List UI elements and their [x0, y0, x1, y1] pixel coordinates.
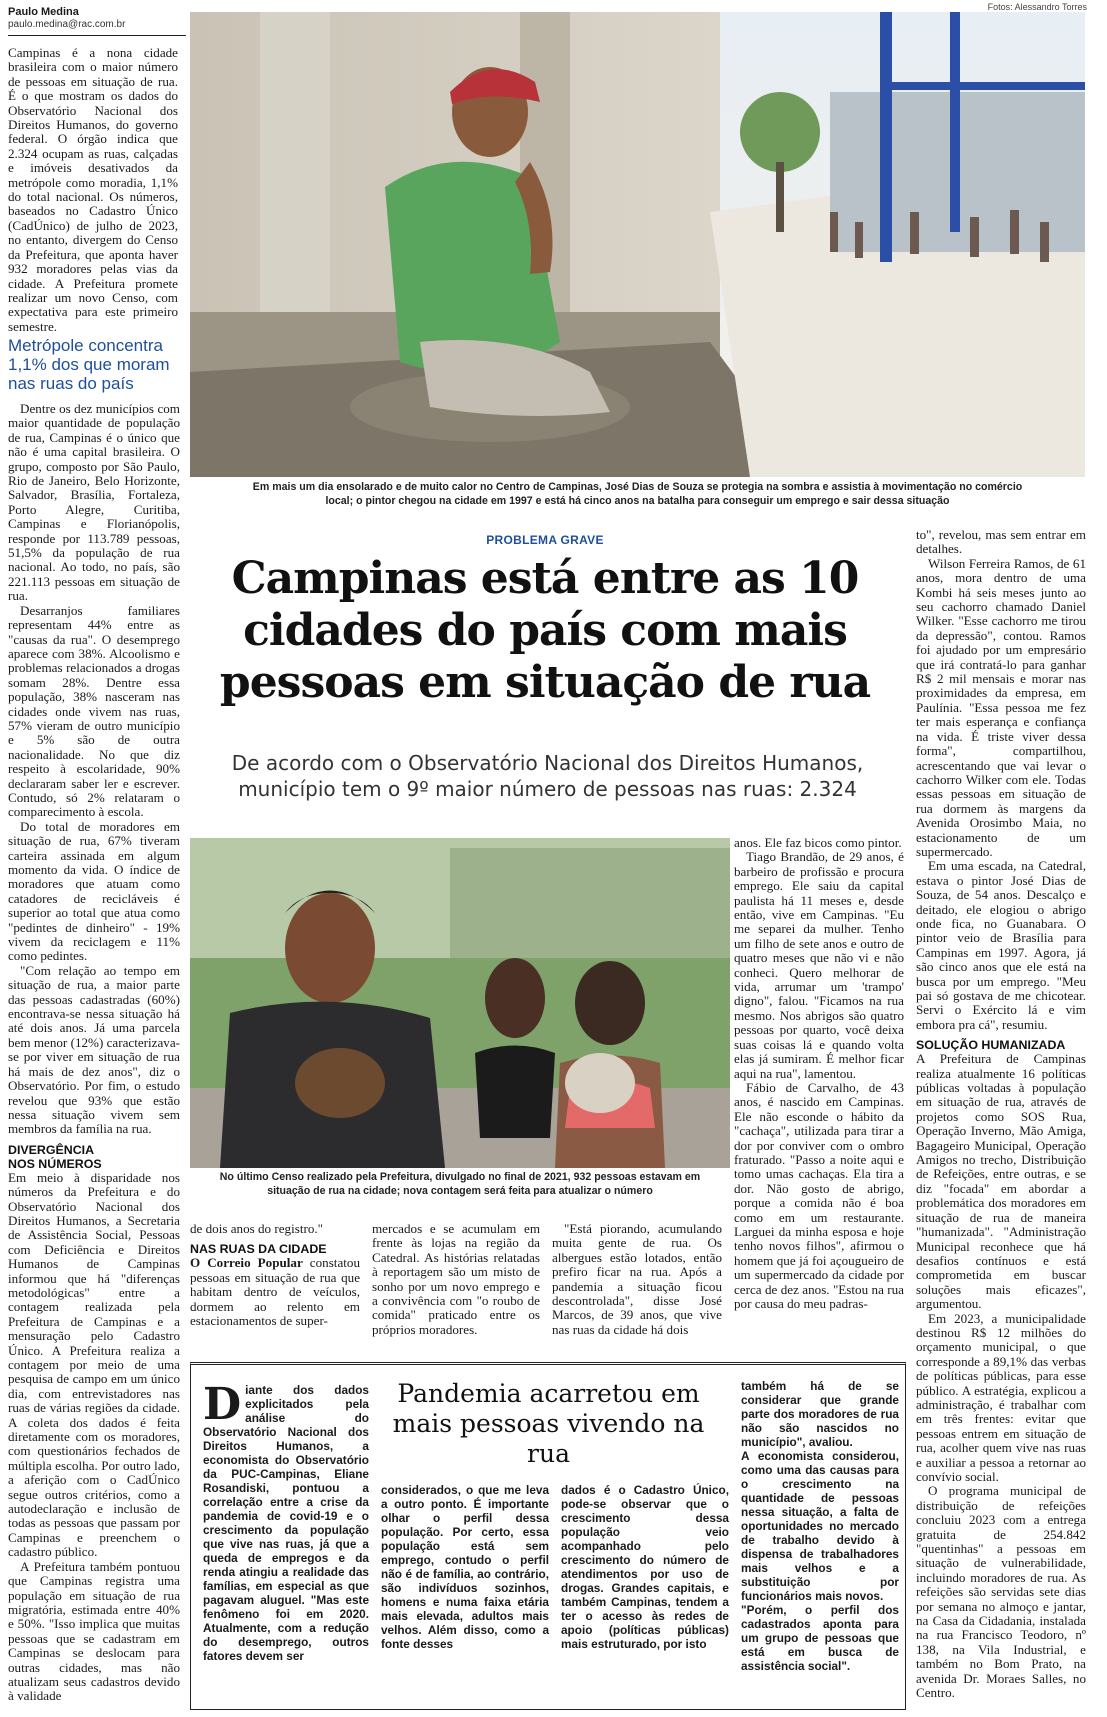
- sidebar-box: [190, 1362, 906, 1710]
- col4-paragraph: "Está piorando, acumulando muita gente de rua. Os albergues estão lotados, então prefiro ficar na rua. Após a pandemia a situação ficou descontrolada", disse José Marcos, de 39 anos, que vive nas ruas da cidade há dois: [552, 1221, 722, 1337]
- col6-paragraph: Em 2023, a municipalidade destinou R$ 12 milhões do orçamento municipal, o que corresponde a 89,1% das verbas de políticas públicas, para esse público. A estratégia, explicou a administração, é trabalhar com em três frentes: evitar que pessoas entrem em situação de rua, acolher quem vive nas ruas e auxiliar a pessoa a retornar ao convívio social.: [916, 1310, 1086, 1484]
- col5-paragraph: anos. Ele faz bicos como pintor.: [734, 835, 902, 850]
- subheading-ruas: NAS RUAS DA CIDADE: [190, 1242, 327, 1257]
- column-1: [8, 402, 180, 1704]
- box-column-4: [741, 1379, 899, 1673]
- box-c4-paragraph: também há de se considerar que grande parte dos moradores de rua não são nascidos no município", avaliou.: [741, 1379, 899, 1449]
- column-6: [916, 528, 1086, 1701]
- author-credit: [8, 6, 186, 36]
- col1-paragraph: "Com relação ao tempo em situação de rua, a maior parte das pessoas cadastradas (60%) encontrava-se nessa situação há até dois anos. Já uma parcela bem menor (12%) caracterizava-se por viver em situação de rua há mais de dez anos", diz o Observatório. Por fim, o estudo revelou que 93% que estão nessa situação vivem sem membros da família na rua.: [8, 962, 180, 1137]
- col6-paragraph: Wilson Ferreira Ramos, de 61 anos, mora dentro de uma Kombi há seis meses junto ao seu cachorro chamado Daniel Wilker. "Esse cachorro me tirou da depressão", contou. Ramos foi ajudado por um empresário que irá contratá-lo para ganhar R$ 2 mil mensais e morar nas proximidades da empresa, em Paulínia. "Essa pessoa me fez ter mais esperança e confiança na vida. É triste viver dessa forma", compartilhou, acrescentando que vai levar o cachorro Wilker com ele. Todas essas pessoas em situação de rua dormem às margens da Avenida Orosimbo Maia, no estacionamento de um supermercado.: [916, 555, 1086, 859]
- headline-deck: De acordo com o Observatório Nacional dos Direitos Humanos, município tem o 9º maior número de pessoas nas ruas: 2.324: [231, 751, 864, 801]
- photo-man-on-street: [190, 12, 1085, 477]
- pull-quote: [8, 336, 180, 393]
- col2-paragraph: de dois anos do registro.": [190, 1221, 323, 1236]
- col6-paragraph: to", revelou, mas sem entrar em detalhes.: [916, 527, 1086, 557]
- main-photo-caption: Em mais um dia ensolarado e de muito calor no Centro de Campinas, José Dias de Souza se protegia na sombra e assistia à movimentação no comércio local; o pintor chegou na cidade em 1997 e está há cinco anos na batalha para conseguir um emprego e sair dessa situação: [252, 481, 1023, 507]
- photo-people-with-dogs: [190, 838, 730, 1168]
- col1-paragraph: A Prefeitura também pontuou que Campinas registra uma população em situação de rua migratória, estimada entre 40% e 50%. "Isso implica que muitas pessoas que se cadastram em Campinas se deslocam para outras cidades, mas não atualizam seus cadastros devido à validade: [8, 1558, 180, 1704]
- col5-paragraph: Tiago Brandão, de 29 anos, é barbeiro de profissão e procura emprego. Ele saiu da capital paulista há 11 meses e, desde então, vive em Campinas. "Eu me separei da mulher. Tenho um filho de sete anos e outro de quatro meses que não vi e não conheci. Quero melhorar de vida, arrumar um 'trampo' digno", falou. "Ficamos na rua mesmo. Nos abrigos são quatro pessoas por quarto, você deixa suas coisas lá e quando volta elas já sumiram. É melhor ficar aqui na rua", lamentou.: [734, 849, 904, 1081]
- author-name: Paulo Medina: [8, 6, 79, 18]
- col6-paragraph: O programa municipal de distribuição de refeições concluiu 2023 com a entrega gratuita de 254.842 "quentinhas" a pessoas em situação de vulnerabilidade, incluindo moradores de rua. As refeições são servidas sete dias por semana no almoço e jantar, na Casa da Cidadania, instalada na rua Francisco Teodoro, nº 138, na Vila Industrial, e também no Bom Prato, na avenida Dr. Moraes Salles, no Centro.: [916, 1483, 1086, 1701]
- col3-paragraph: mercados e se acumulam em frente às lojas na região da Catedral. As histórias relatadas à reportagem são um misto de sonho por um novo emprego e a convivência com "o roubo de comida" praticado entre os próprios moradores.: [372, 1221, 540, 1337]
- column-2: [190, 1222, 360, 1328]
- column-4: [552, 1222, 722, 1337]
- subheading-divergencia: DIVERGÊNCIA NOS NÚMEROS: [8, 1142, 102, 1171]
- second-photo-caption: No último Censo realizado pela Prefeitura, divulgado no final de 2021, 932 pessoas estavam em situação de rua na cidade; nova contagem será feita para atualizar o número: [219, 1171, 701, 1197]
- drop-cap: D: [203, 1379, 242, 1430]
- pull-quote-text: Metrópole concentra 1,1% dos que moram nas ruas do país: [8, 336, 170, 393]
- col5-paragraph: Fábio de Carvalho, de 43 anos, é nascido em Campinas. Ele não esconde o hábito da "cachaça", utilizada para tirar a dor por conviver com o ombro fraturado. "Passo a noite aqui e tomo umas cachaças. Ela tira a dor. Não gosto de abrigo, porque a comida não é boa como em um restaurante. Larguei da minha esposa e hoje tenho novos filhos", afirmou o homem que já foi açougueiro de um supermercado da cidade por cerca de dez anos. "Estou na rua por causa do meu padras-: [734, 1079, 904, 1311]
- col1-paragraph: Em meio à disparidade nos números da Prefeitura e do Observatório Nacional dos Direitos Humanos, a Secretaria de Assistência Social, Pessoas com Deficiência e Direitos Humanos de Campinas informou que há "diferenças metodológicas" entre a contagem realizada pela Prefeitura de Campinas e a mensuração pelo Cadastro Único. A Prefeitura realiza a contagem por meio de uma pesquisa de campo em um único dia, com entrevistadores nas ruas de várias regiões da cidade. A coleta dos dados é feita diretamente com os moradores, com questionários fechados de múltipla escolha. Por outro lado, a aferição com o CadÚnico segue outros critérios, como a autodeclaração e inclusão de todas as pessoas que passam por Campinas e preenchem o cadastro público.: [8, 1169, 180, 1560]
- photo-credit: Fotos: Alessandro Torres: [987, 2, 1087, 12]
- box-title: Pandemia acarretou em mais pessoas vivendo na rua: [392, 1379, 705, 1468]
- col1-paragraph: Dentre os dez municípios com maior quantidade de população de rua, Campinas é o único que não é uma capital brasileira. O grupo, composto por São Paulo, Rio de Janeiro, Belo Horizonte, Salvador, Brasília, Fortaleza, Porto Alegre, Curitiba, Campinas e Florianópolis, responde por 113.789 pessoas, 51,5% da população de rua nacional. Ao todo, no país, são 221.113 pessoas em situação de rua.: [8, 401, 180, 604]
- col1-paragraph: Do total de moradores em situação de rua, 67% tiveram carteira assinada em algum momento da vida. O índice de moradores que atuam como catadores de recicláveis é superior ao total que atua como "pedintes de dinheiro" - 19% vivem da reciclagem e 11% como pedintes.: [8, 818, 180, 964]
- author-email: paulo.medina@rac.com.br: [8, 19, 126, 30]
- col6-paragraph: A Prefeitura de Campinas realiza atualmente 16 políticas públicas voltadas à população em situação de rua, através de projetos como SOS Rua, Operação Inverno, Mão Amiga, Bagageiro Municipal, Operação Amigos no trecho, Distribuição de Refeições, entre outras, e se diz "focada" em abordar a problemática dos moradores em situação de rua de maneira "humanizada". "Administração Municipal reconhece que há desafios contínuos e está comprometida em buscar soluções mais eficazes", argumentou.: [916, 1051, 1086, 1312]
- box-c2-text: considerados, o que me leva a outro ponto. É importante olhar o perfil dessa população. Por certo, essa população está sem emprego, contudo o perfil não é de família, ao contrário, são indivíduos sozinhos, homens e numa faixa etária mais elevada, adultos mais velhos. Além disso, como a fonte desses: [381, 1483, 549, 1651]
- box-c4-paragraph: A economista considerou, como uma das causas para o crescimento na quantidade de pessoas nessa situação, a falta de oportunidades no mercado de trabalho devido à dispensa de trabalhadores mais velhos e a substituição por funcionários mais novos.: [741, 1449, 899, 1603]
- kicker: PROBLEMA GRAVE: [486, 533, 604, 547]
- box-c4-paragraph: "Porém, o perfil dos cadastrados aponta para um grupo de pessoas que está em busca de assistência social".: [741, 1603, 899, 1673]
- headline-title: Campinas está entre as 10 cidades do país com mais pessoas em situação de rua: [219, 553, 871, 708]
- col2-paragraph: O Correio Popular constatou pessoas em situação de rua que habitam dentro de veículos, dormem ao relento em estacionamentos de super-: [190, 1255, 360, 1329]
- column-5: [734, 836, 904, 1311]
- main-photo: [190, 12, 1085, 477]
- lead-paragraph: Campinas é a nona cidade brasileira com o maior número de pessoas em situação de rua. É o que mostram os dados do Observatório Nacional dos Direitos Humanos, do governo federal. O órgão indica que 2.324 ocupam as ruas, calçadas e imóveis desativados da metrópole como moradia, 1,1% do total nacional. Os números, baseados no Cadastro Único (CadÚnico) de julho de 2023, no entanto, divergem do Censo da Prefeitura, que aponta haver 932 moradores pelas vias da cidade. A Prefeitura promete realizar um novo Censo, com expectativa para este primeiro semestre.: [8, 45, 178, 334]
- column-3: [372, 1222, 540, 1337]
- box-c3-text: dados é o Cadastro Único, pode-se observar que o crescimento dessa população veio acompanhado pelo crescimento do número de atendimentos por uso de drogas. Grandes capitais, e também Campinas, tendem a ter o acesso às redes de apoio (políticas públicas) mais estruturado, por isto: [561, 1483, 729, 1651]
- subheading-solucao: SOLUÇÃO HUMANIZADA: [916, 1038, 1066, 1053]
- box-c1-text: iante dos dados explicitados pela análise do Observatório Nacional dos Direitos Humanos, a economista do Observatório da PUC-Campinas, Eliane Rosandiski, pontuou a correlação entre a crise da pandemia de covid-19 e o crescimento da população que vive nas ruas, já que a queda de empregos e da renda atingiu a realidade das famílias, em especial as que pagavam aluguel. "Mas este fenômeno foi em 2020. Atualmente, com a redução do desemprego, outros fatores devem ser: [203, 1383, 369, 1663]
- box-column-3: [561, 1483, 729, 1651]
- newspaper-name: O Correio Popular: [190, 1255, 303, 1271]
- second-photo: [190, 838, 730, 1168]
- col1-paragraph: Desarranjos familiares representam 44% entre as "causas da rua". O desemprego aparece com 38%. Alcoolismo e problemas relacionados a drogas somam 28%. Dentre essa população, 38% nasceram nas cidades onde vivem nas ruas, 57% vieram de outro município e 5% são de outra nacionalidade. No que diz respeito à escolaridade, 90% declararam saber ler e escrever. Contudo, só 2% relataram o comparecimento à escola.: [8, 602, 180, 820]
- box-column-1: [203, 1379, 369, 1663]
- lead-text: [8, 46, 178, 334]
- box-column-2: [381, 1483, 549, 1651]
- col6-paragraph: Em uma escada, na Catedral, estava o pintor José Dias de Souza, de 54 anos. Descalço e deitado, ele elogiou o abrigo onde fica, no Guanabara. O pintor veio de Brasília para Campinas em 1997. Agora, já são cinco anos que ele está na busca por um emprego. "Meu pai só gostava de me chicotear. Servi o Exército lá e vim embora pra cá", resumiu.: [916, 858, 1086, 1032]
